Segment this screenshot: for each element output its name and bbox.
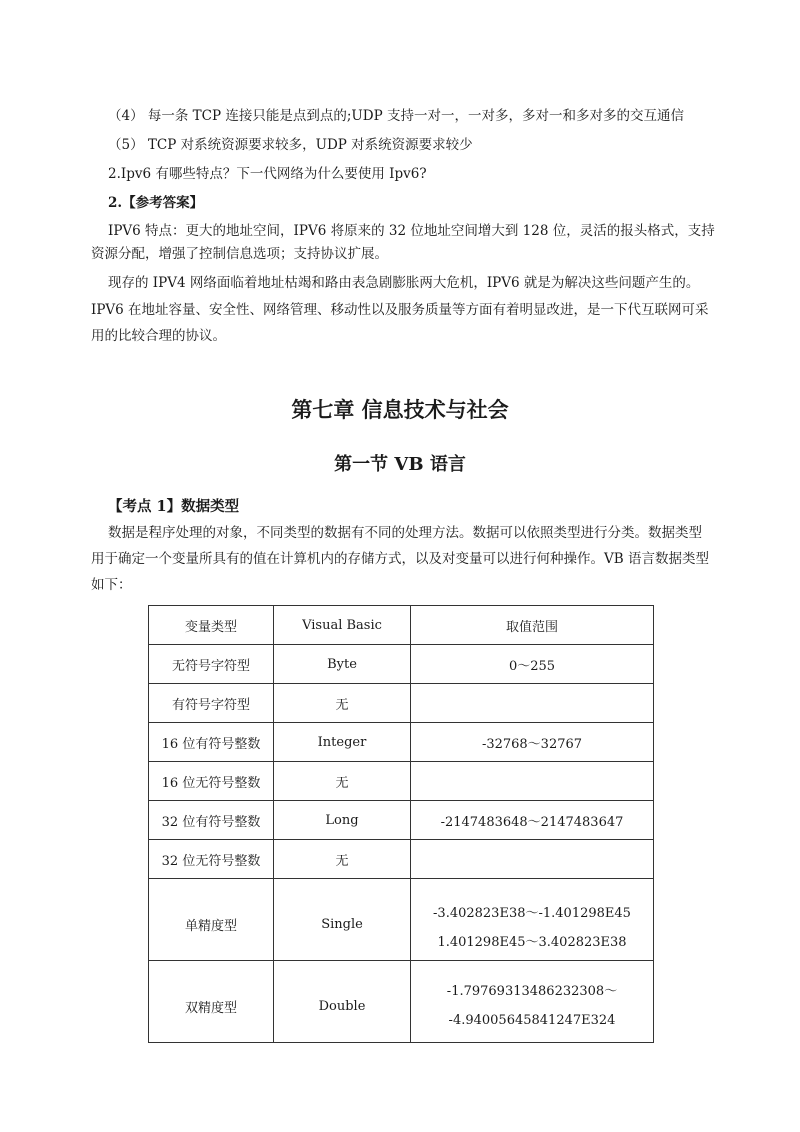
type-cell: 16 位无符号整数 bbox=[149, 762, 274, 801]
table-row bbox=[149, 684, 654, 723]
intro-line-2: 用于确定一个变量所具有的值在计算机内的存储方式，以及对变量可以进行何种操作。VB 语言数据类型 bbox=[91, 551, 709, 567]
range-cell bbox=[411, 840, 654, 879]
answer-line-3: 现存的 IPV4 网络面临着地址枯竭和路由表急剧膨胀两大危机，IPV6 就是为解决这些问题产生的。 bbox=[108, 275, 700, 291]
range-text-1: -1.79769313486232308～ bbox=[446, 983, 618, 999]
table-row bbox=[149, 840, 654, 879]
vb-cell: Byte bbox=[274, 645, 411, 684]
section-title: 第一节 VB 语言 bbox=[334, 454, 466, 475]
table-row bbox=[149, 645, 654, 684]
header-cell: 变量类型 bbox=[149, 606, 274, 645]
keypoint-title: 【考点 1】数据类型 bbox=[108, 498, 240, 515]
type-cell bbox=[149, 879, 274, 961]
answer-heading: 2.【参考答案】 bbox=[108, 195, 204, 211]
paragraph-tcp-udp-4: （4） 每一条 TCP 连接只能是点到点的;UDP 支持一对一，一对多，多对一和多对多的交互通信 bbox=[108, 108, 685, 124]
type-cell: 32 位有符号整数 bbox=[149, 801, 274, 840]
range-cell: -2147483648～2147483647 bbox=[411, 801, 654, 840]
vb-cell: Long bbox=[274, 801, 411, 840]
range-text-1: -3.402823E38～-1.401298E45 bbox=[433, 905, 631, 921]
question-ipv6: 2.Ipv6 有哪些特点？下一代网络为什么要使用 Ipv6? bbox=[108, 166, 427, 182]
table-header-row bbox=[149, 606, 654, 645]
vb-cell: Integer bbox=[274, 723, 411, 762]
table-row bbox=[149, 762, 654, 801]
answer-line-5: 用的比较合理的协议。 bbox=[91, 328, 226, 344]
answer-line-1: IPV6 特点：更大的地址空间，IPV6 将原来的 32 位地址空间增大到 128 位，灵活的报头格式，支持 bbox=[108, 223, 715, 239]
type-cell bbox=[149, 961, 274, 1043]
type-cell: 32 位无符号整数 bbox=[149, 840, 274, 879]
vb-text: Single bbox=[321, 917, 363, 932]
type-text: 单精度型 bbox=[184, 919, 237, 934]
vb-text: Double bbox=[318, 999, 366, 1014]
table-row bbox=[149, 961, 654, 1043]
range-cell bbox=[411, 684, 654, 723]
vb-cell: 无 bbox=[274, 684, 411, 723]
type-text: 双精度型 bbox=[184, 1001, 237, 1016]
vb-cell bbox=[274, 879, 411, 961]
intro-line-1: 数据是程序处理的对象，不同类型的数据有不同的处理方法。数据可以依照类型进行分类。数据类型 bbox=[108, 525, 702, 541]
data-type-table bbox=[148, 605, 654, 1043]
range-cell bbox=[411, 762, 654, 801]
intro-line-3: 如下： bbox=[91, 577, 132, 593]
answer-line-4: IPV6 在地址容量、安全性、网络管理、移动性以及服务质量等方面有着明显改进，是一下代互联网可采 bbox=[91, 302, 709, 318]
type-cell: 16 位有符号整数 bbox=[149, 723, 274, 762]
table-row bbox=[149, 723, 654, 762]
range-text-2: 1.401298E45～3.402823E38 bbox=[437, 934, 627, 950]
type-cell: 无符号字符型 bbox=[149, 645, 274, 684]
vb-cell: 无 bbox=[274, 840, 411, 879]
table-row bbox=[149, 879, 654, 961]
range-cell bbox=[411, 961, 654, 1043]
header-cell: Visual Basic bbox=[274, 606, 411, 645]
range-text-2: -4.94005645841247E324 bbox=[448, 1012, 616, 1028]
chapter-title: 第七章 信息技术与社会 bbox=[291, 397, 509, 422]
answer-line-2: 资源分配，增强了控制信息选项；支持协议扩展。 bbox=[91, 246, 388, 262]
range-cell: -32768～32767 bbox=[411, 723, 654, 762]
paragraph-tcp-udp-5: （5） TCP 对系统资源要求较多，UDP 对系统资源要求较少 bbox=[108, 137, 473, 153]
table-row bbox=[149, 801, 654, 840]
range-cell: 0～255 bbox=[411, 645, 654, 684]
type-cell: 有符号字符型 bbox=[149, 684, 274, 723]
vb-cell bbox=[274, 961, 411, 1043]
header-cell: 取值范围 bbox=[411, 606, 654, 645]
vb-cell: 无 bbox=[274, 762, 411, 801]
range-cell bbox=[411, 879, 654, 961]
